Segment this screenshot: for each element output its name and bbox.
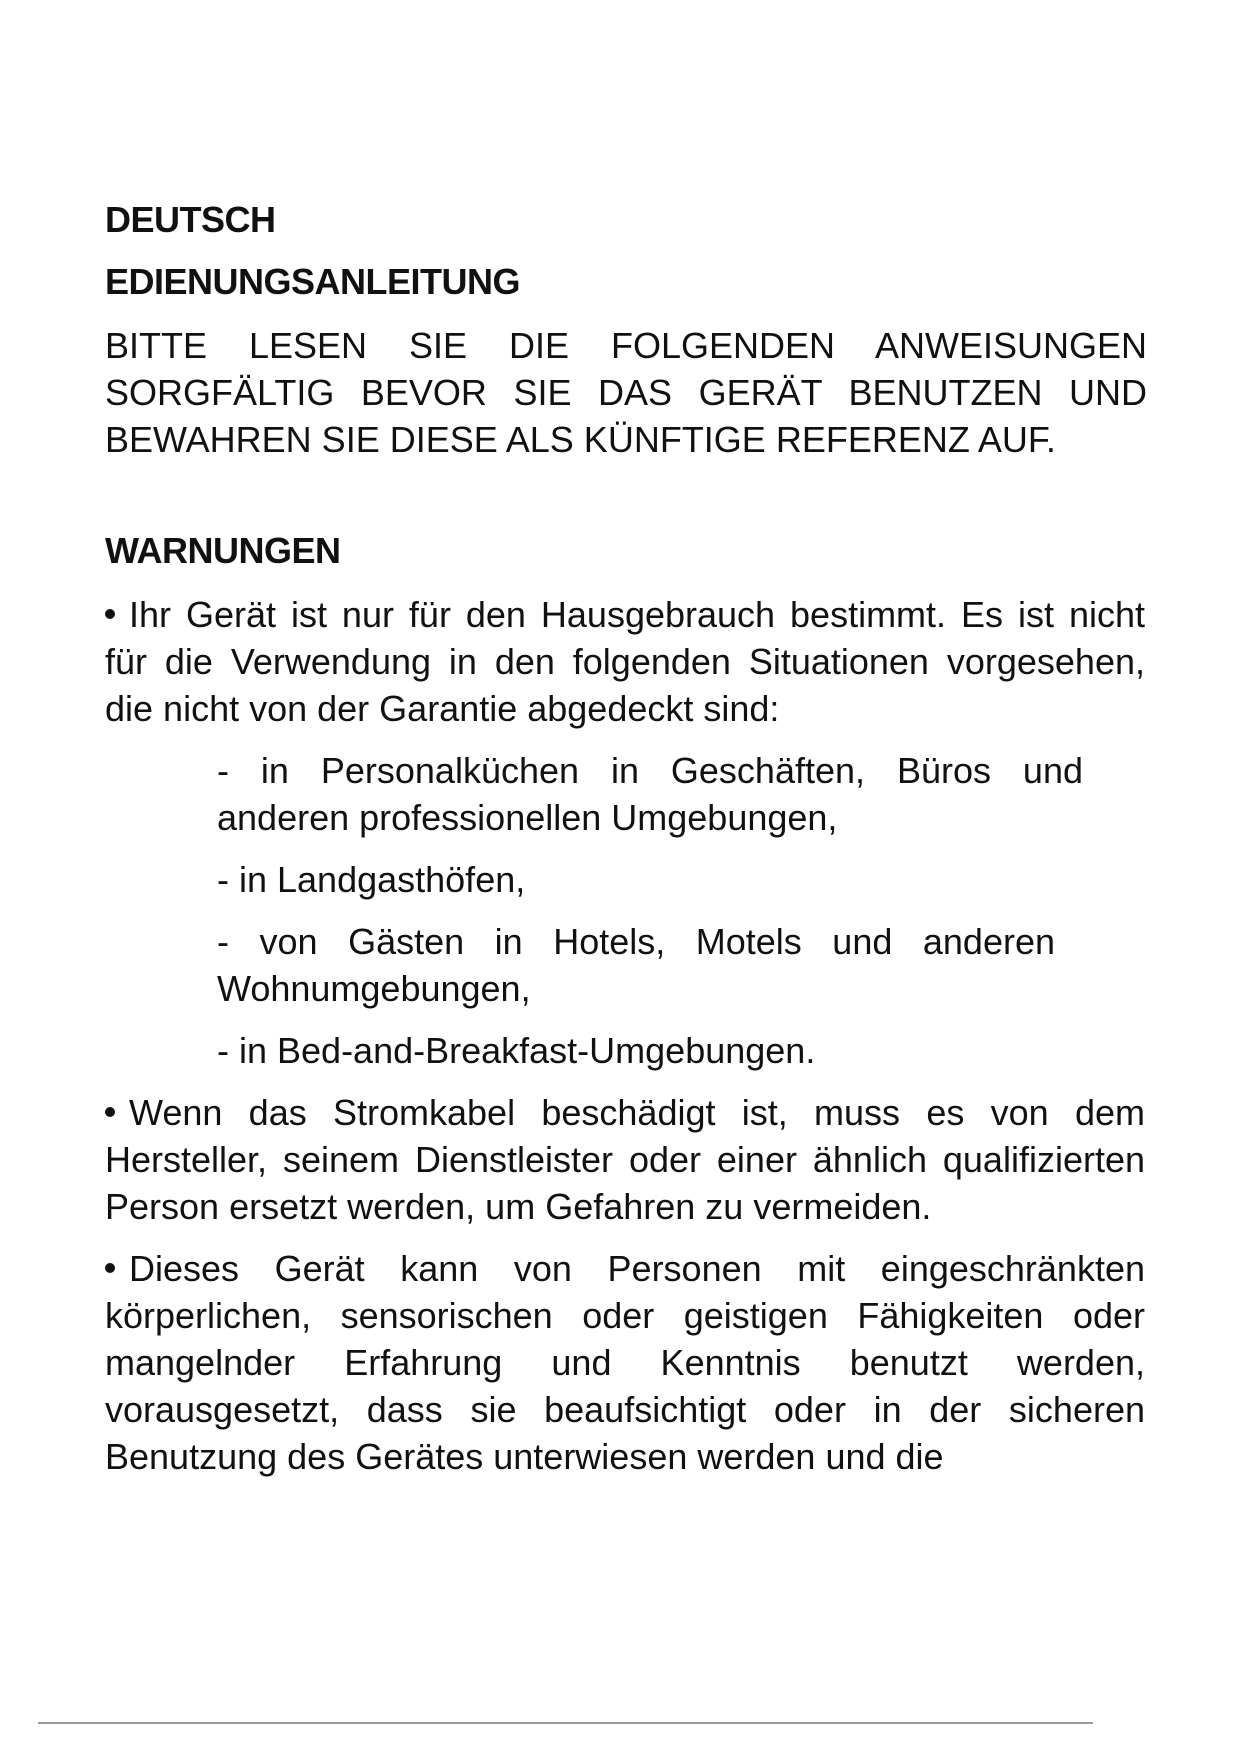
section-spacer (105, 463, 1150, 529)
bullet-icon (105, 1263, 115, 1273)
warning-list-item: - von Gästen in Hotels, Motels und anderen Wohnumgebungen, (217, 921, 1055, 1009)
warning-text-2: Wenn das Stromkabel beschädigt ist, muss es von dem Hersteller, seinem Dienstleister oder einer ähnlich qualifizierten Person ersetzt werden, um Gefahren zu vermeiden. (105, 1092, 1145, 1227)
warning-text-3: Dieses Gerät kann von Personen mit eingeschränkten körperlichen, sensorischen oder geistigen Fähigkeiten oder mangelnder Erfahrung und Kenntnis benutzt werden, vorausgesetzt, dass sie beaufsichtigt oder in der sicheren Benutzung des Gerätes unterwiesen werden und die (105, 1248, 1145, 1477)
footer-divider (38, 1722, 1093, 1724)
warning-list-item: - in Bed-and-Breakfast-Umgebungen. (217, 1030, 816, 1071)
manual-heading: EDIENUNGSANLEITUNG (105, 261, 521, 302)
warning-list-item: - in Landgasthöfen, (217, 859, 526, 900)
bullet-icon (105, 609, 115, 619)
warning-paragraph-2 (105, 1089, 1145, 1230)
intro-notice: BITTE LESEN SIE DIE FOLGENDEN ANWEISUNGEN SORGFÄLTIG BEVOR SIE DAS GERÄT BENUTZEN UND BEWAHREN SIE DIESE ALS KÜNFTIGE REFERENZ AUF. (105, 325, 1147, 460)
bullet-icon (105, 1107, 115, 1117)
warnings-heading: WARNUNGEN (105, 530, 341, 571)
warning-paragraph-3 (105, 1245, 1145, 1480)
language-heading: DEUTSCH (105, 199, 276, 240)
warning-paragraph-1 (105, 591, 1145, 732)
warning-list-item: - in Personalküchen in Geschäften, Büros und anderen professionellen Umgebungen, (217, 750, 1083, 838)
manual-page (105, 198, 1150, 1495)
warning-text-1: Ihr Gerät ist nur für den Hausgebrauch bestimmt. Es ist nicht für die Verwendung in den folgenden Situationen vorgesehen, die nicht von der Garantie abgedeckt sind: (105, 594, 1145, 729)
